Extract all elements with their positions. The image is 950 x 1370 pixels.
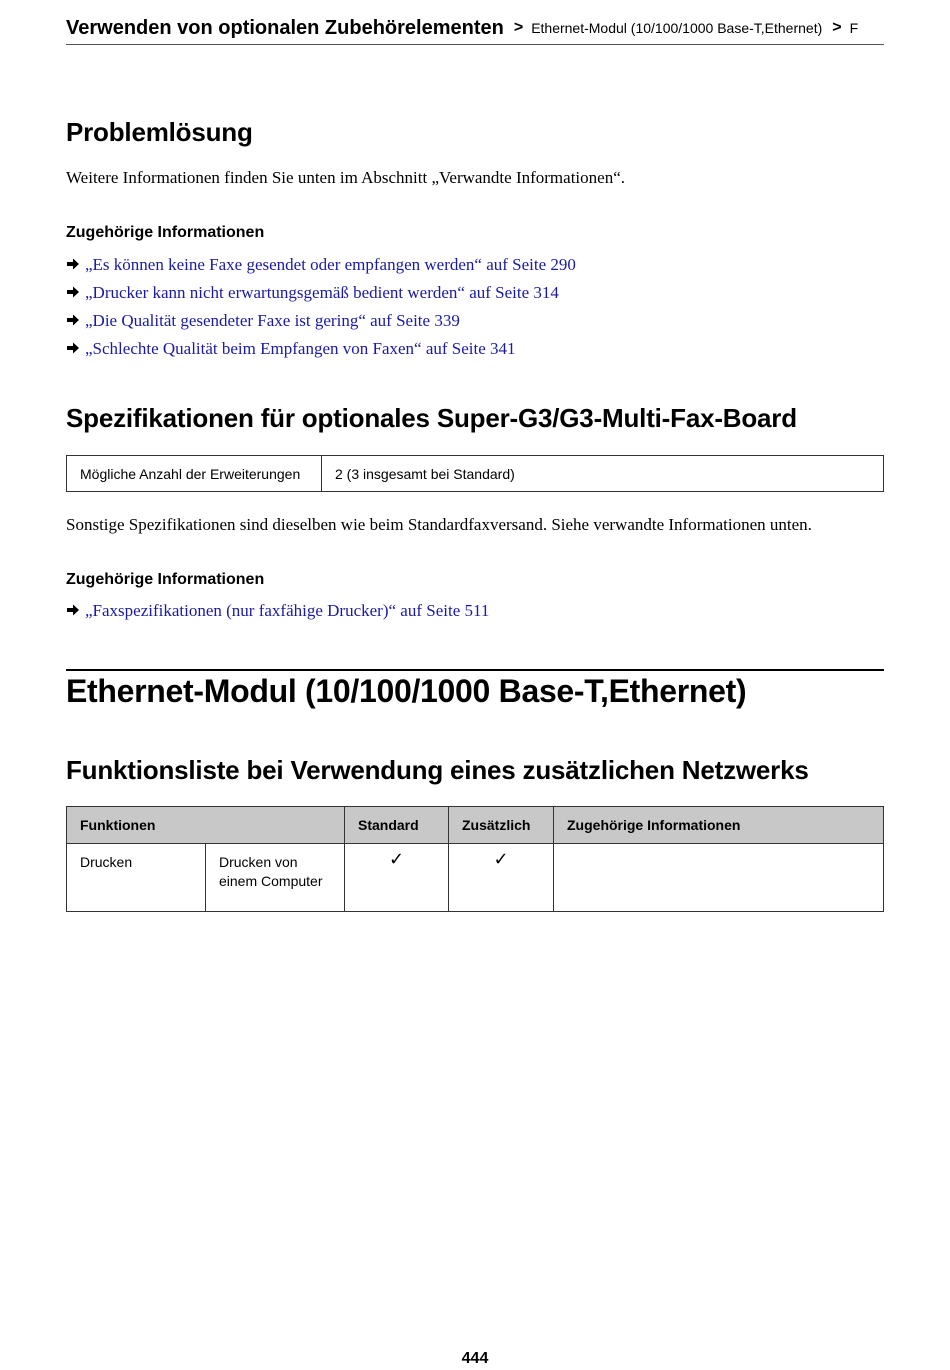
specs-label-cell: Mögliche Anzahl der Erweiterungen [67,456,322,492]
cell-standard-check: ✓ [345,844,449,912]
chapter-title: Ethernet-Modul (10/100/1000 Base-T,Ethernet) [66,669,884,710]
header-cell-functions: Funktionen [67,807,345,844]
header-cell-standard: Standard [345,807,449,844]
problem-body-text: Weitere Informationen finden Sie unten im Abschnitt „Verwandte Informationen“. [66,168,625,187]
related-link[interactable]: „Schlechte Qualität beim Empfangen von Faxen“ auf Seite 341 [85,339,516,358]
arrow-right-icon [66,603,80,617]
related-link[interactable]: „Es können keine Faxe gesendet oder empfangen werden“ auf Seite 290 [85,255,576,274]
cell-additional-check: ✓ [449,844,554,912]
section-title-functions: Funktionsliste bei Verwendung eines zusätzlichen Netzwerks [66,755,809,785]
problem-related-heading: Zugehörige Informationen [66,224,265,241]
arrow-right-icon [66,313,80,327]
table-header-row [67,807,884,844]
related-link[interactable]: „Drucker kann nicht erwartungsgemäß bedient werden“ auf Seite 314 [85,283,559,302]
functions-table [66,806,884,912]
header-cell-related: Zugehörige Informationen [554,807,884,844]
breadcrumb-separator-2: > [832,19,842,36]
related-link-item[interactable] [66,307,576,335]
related-link-item[interactable] [66,597,489,625]
header-cell-additional: Zusätzlich [449,807,554,844]
related-link-item[interactable] [66,251,576,279]
table-row [67,844,884,912]
cell-sub-function: Drucken von einem Computer [206,844,345,912]
page-number: 444 [461,1350,489,1367]
arrow-right-icon [66,285,80,299]
table-row [67,456,884,492]
arrow-right-icon [66,341,80,355]
breadcrumb-sub[interactable]: Ethernet-Modul (10/100/1000 Base-T,Ethernet) [531,20,823,36]
specs-related-links [66,597,489,625]
specs-table [66,455,884,492]
specs-value-cell: 2 (3 insgesamt bei Standard) [322,456,884,492]
breadcrumb [66,12,884,45]
specs-body-text: Sonstige Spezifikationen sind dieselben wie beim Standardfaxversand. Siehe verwandte Informationen unten. [66,515,812,534]
breadcrumb-trailing[interactable]: F [849,20,859,36]
problem-related-links [66,251,576,363]
arrow-right-icon [66,257,80,271]
related-link[interactable]: „Die Qualität gesendeter Faxe ist gering“ auf Seite 339 [85,311,460,330]
related-link[interactable]: „Faxspezifikationen (nur faxfähige Drucker)“ auf Seite 511 [85,601,490,620]
breadcrumb-main[interactable]: Verwenden von optionalen Zubehörelementen [66,16,504,39]
specs-related-heading: Zugehörige Informationen [66,571,265,588]
related-link-item[interactable] [66,279,576,307]
cell-related-info [554,844,884,912]
related-link-item[interactable] [66,335,576,363]
section-title-specs: Spezifikationen für optionales Super-G3/G3-Multi-Fax-Board [66,403,797,433]
section-title-problem: Problemlösung [66,117,253,147]
cell-function: Drucken [67,844,206,912]
breadcrumb-separator: > [513,19,524,36]
